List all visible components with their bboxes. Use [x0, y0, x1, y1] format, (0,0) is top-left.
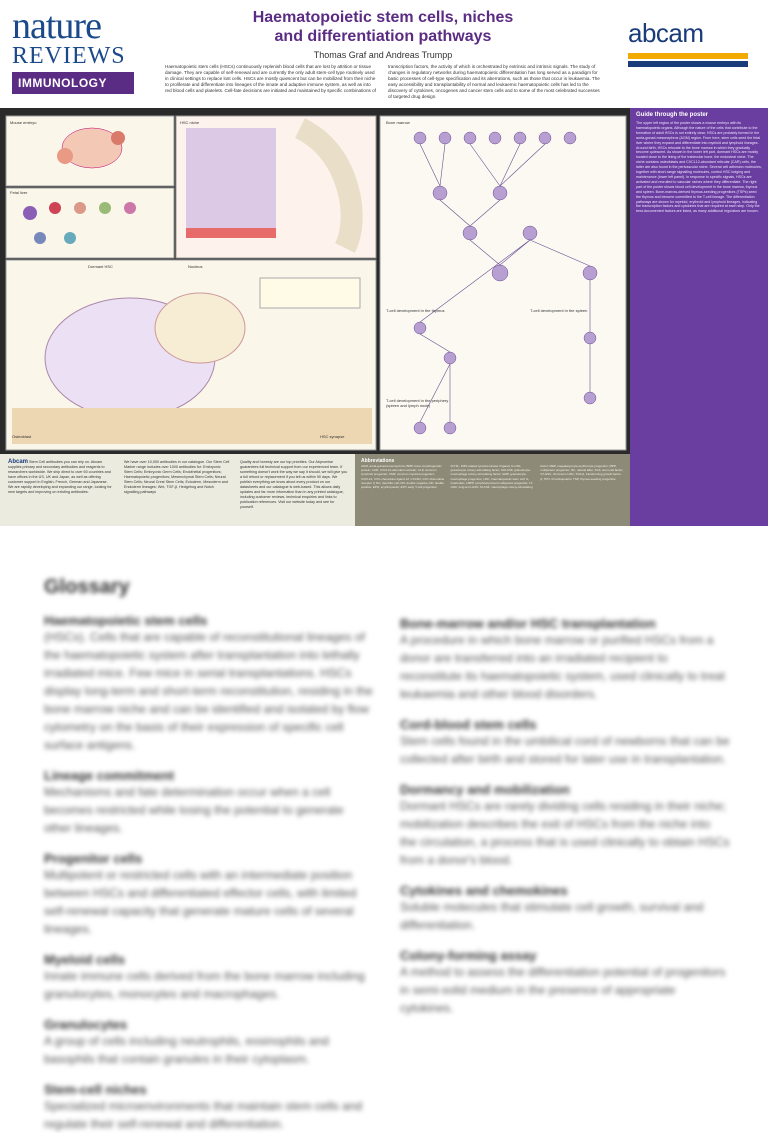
guide-text: The upper left region of the poster shows a mouse embryo with its haematopoietic organs. Although the nature of the cells that contribute to the formation of adult HSCs is not entirely clear, HSCs are probably formed in the aorta-gonad-mesonephros (AGM) region. From here, stem cells seed the fetal liver where they expand and differentiate into myeloid and lymphoid lineages. Around birth, HSCs relocate to the bone marrow in which they gradually become quiescent. As shown in the lower left part, dormant HSCs are mostly located close to the lining of the trabecular bone, the endosteal niche. The niche contains osteoblasts and CXCL12-abundant reticular (CAR) cells, the latter are also found in the perivascular niche. Several cell adhesion molecules, together with short-range signalling molecules, control HSC lodging and maintenance (lower left panel). In response to specific signals, HSCs are activated and recruited to vascular niches where they differentiate. The right part of the poster shows blood cell development in the bone marrow, thymus and spleen. Bone-marrow-derived thymus-seeding progenitors (TSPs) seed the thymus and become committed to the T-cell lineage. The differentiation pathways are shown for myeloid, erythroid and lymphoid lineages, indicating the transcription factors and cytokines that are required at each step. Only the best-documented factors are listed, as many additional regulators are known. — [636, 121, 762, 214]
glossary-definition: Multipotent or restricted cells with an intermediate position between HSCs and differentiated effector cells, with limited self-renewal capacity that generate mature cells of several lineages. — [44, 868, 357, 936]
logo-reviews: REVIEWS — [12, 43, 126, 69]
abcam-heading: Abcam — [8, 459, 29, 465]
mpp-icon — [492, 265, 508, 281]
label-hsc-synapse: HSC synapse — [320, 434, 345, 439]
abcam-logo[interactable] — [628, 18, 748, 78]
abcam-col-3: Quality and honesty are our top priorities. Our Abpromise guarantees full technical support from our experienced team. If something doesn't work the way we say it should, we will give you a full refund or replacement if you tell us within 90 days. We publish everything we know about every product on our datasheets and our catalogue is web-based. This allows daily updates and far more information than in any printed catalogue, including customer reviews, technical enquiries and links to publication references. Visit our website today and see for yourself. — [240, 460, 348, 509]
nucleus-illustration — [155, 293, 245, 363]
glossary-definition: A group of cells including neutrophils, eosinophils and basophils that contain granules in their cytoplasm. — [44, 1034, 329, 1066]
abcam-info-strip — [0, 454, 355, 526]
label-osteoblast: Osteoblast — [12, 434, 32, 439]
neutrophil-cell-icon — [74, 202, 86, 214]
logo-section: IMMUNOLOGY — [12, 72, 134, 94]
macrophage-cell-icon — [99, 202, 111, 214]
abcam-col-1 — [8, 460, 114, 495]
eosinophil-icon — [464, 132, 476, 144]
label-t-cell-periphery: T-cell development in the periphery (spleen and lymph node) — [386, 398, 449, 408]
label-fetal-liver: Fetal liver — [10, 190, 28, 195]
fetal-liver-panel — [6, 188, 174, 258]
abbreviations-text: AGM, aorta-gonad-mesonephros; BMP, bone morphogenetic protein; CAR, CXCL12-abundant reticular; CLP, common lymphoid progenitor; CMP, common myeloid progenitor; CXCL12, CXC-chemokine ligand 12; CXCR4, CXC-chemokine receptor 4; DC, dendritic cell; DN, double negative; DP, double positive; EPO, erythropoietin; ETP, early T-cell progenitor; FLT3L, FMS-related tyrosine kinase 3 ligand; G-CSF, granulocyte colony-stimulating factor; GM-CSF, granulocyte-macrophage colony-stimulating factor; GMP, granulocyte-macrophage progenitor; HSC, haematopoietic stem cell; IL, interleukin; LMPP, lymphoid-primed multipotent progenitor; LT-HSC, long-term HSC; M-CSF, macrophage colony-stimulating factor; MEP, megakaryocyte-erythrocyte progenitor; MPP, multipotent progenitor; NK, natural killer; SCF, stem-cell factor; ST-HSC, short-term HSC; TGF-β, transforming growth factor-β; TPO, thrombopoietin; TSP, thymus-seeding progenitor. — [361, 464, 624, 490]
glossary-left-column — [44, 576, 374, 1133]
phenotypes-of-hscs-box — [260, 278, 360, 308]
label-bone-marrow: Bone marrow — [386, 120, 410, 125]
dendritic-cell-icon — [564, 132, 576, 144]
intro-col-2: transcription factors, the activity of which is orchestrated by extrinsic and intrinsic signals. The study of changes in regulatory networks during haematopoietic differentiation has long served as a paradigm for basic processes of cell-type specification and its aberrations, such as those that occur in leukaemia. The easy accessibility and transplantability of normal and leukaemic haematopoietic cells has led to the discovery of cytokines, oncogenes and cancer stem cells and to some of the most celebrated successes of targeted drug design. — [388, 64, 600, 99]
abcam-stripe-gold — [628, 53, 748, 59]
gmp-icon — [493, 186, 507, 200]
dn-thymocyte-icon — [414, 322, 426, 334]
glossary-definition: Specialized microenvironments that maintain stem cells and regulate their self-renewal and differentiation. — [44, 1099, 363, 1131]
abcam-col-2: We have over 10,000 antibodies in our catalogue. Our Stem Cell Marker range includes over 1000 antibodies for: Embryonic Stem Cells; Embryonic Germ Cells; Endothelial progenitors; Haematopoietic progenitors; Mesenchymal Stem Cells; Neural Stem Cells; Neural Crest Stem Cells; Ectoderm, Mesoderm and Endoderm lineages; Wnt, TGF-β, Hedgehog and Notch signalling pathways — [124, 460, 230, 494]
cmp-icon — [463, 226, 477, 240]
glossary-term: Cytokines and chemokines — [400, 883, 568, 898]
label-t-cell-thymus: T-cell development in the thymus — [386, 308, 445, 313]
title-block — [165, 8, 601, 100]
label-t-cell-spleen: T-cell development in the spleen — [530, 308, 588, 313]
abcam-stripe-blue — [628, 61, 748, 67]
glossary-term: Progenitor cells — [44, 851, 143, 866]
label-nucleus: Nucleus — [188, 264, 203, 269]
guide-title: Guide through the poster — [636, 112, 708, 118]
glossary-term: Colony-forming assay — [400, 948, 537, 963]
haematopoiesis-diagram — [0, 108, 630, 454]
glossary-heading: Glossary — [44, 576, 130, 598]
yolk-sac-illustration — [57, 148, 73, 164]
macrophage-icon — [539, 132, 551, 144]
title-line-1: Haematopoietic stem cells, niches — [252, 9, 514, 26]
abbreviations-panel — [355, 454, 630, 526]
label-dormant-hsc: Dormant HSC — [88, 264, 113, 269]
effector-t-cell-icon — [444, 422, 456, 434]
logo-nature: nature — [12, 5, 101, 47]
abcam-col-1-text: Stem Cell antibodies you can rely on. Abcam supplies primary and secondary antibodies and reagents to researchers worldwide. We ship direct to over 60 countries and have offices in the US, UK and Japan, as well as offering customer support in English, French, German and Japanese. We are rapidly developing and expanding our range, looking for new targets and improving on existing antibodies. — [8, 460, 112, 494]
intro-col-1: Haematopoietic stem cells (HSCs) continuously replenish blood cells that are lost by attrition or tissue damage. They are capable of self-renewal and are currently the only adult stem-cell type routinely used in clinical settings to replace lost cells. HSCs are mostly quiescent but can be mobilized from their niche to proliferate and differentiate into lineages of the innate and adaptive immune system, as well as into red blood cells and platelets. Cell-fate decisions are initiated and maintained by specific combinations of — [165, 64, 376, 93]
label-mouse-embryo: Mouse embryo — [10, 120, 37, 125]
nature-reviews-logo — [12, 5, 147, 94]
glossary-definition: A method to assess the differentiation potential of progenitors in semi-solid medium in the presence of appropriate cytokines. — [400, 965, 726, 1015]
glossary-definition: (HSCs). Cells that are capable of reconstitutional lineages of the haematopoietic system after transplantation into lethally irradiated mice. Few mice in serial transplantations. HSCs display long-term and short-term reconstitution, residing in the bone marrow niche and can be identified and isolated by flow cytometry on the basis of their expression of specific cell surface antigens. — [44, 630, 373, 752]
glossary-definition: Mechanisms and fate determination occur when a cell becomes restricted while losing the potential to generate other lineages. — [44, 785, 344, 835]
placenta-illustration — [111, 131, 125, 145]
glossary-term: Lineage commitment — [44, 768, 175, 783]
b-cell-icon — [584, 332, 596, 344]
label-hsc-niche: HSC niche — [180, 120, 200, 125]
basophil-icon — [489, 132, 501, 144]
glossary-definition: Stem cells found in the umbilical cord of newborns that can be collected after birth and stored for later use in transplantation. — [400, 734, 730, 766]
glossary-term: Cord-blood stem cells — [400, 717, 537, 732]
erythrocyte-cell-icon — [49, 202, 61, 214]
authors: Thomas Graf and Andreas Trumpp — [313, 50, 453, 60]
neutrophil-icon — [514, 132, 526, 144]
glossary-term: Granulocytes — [44, 1017, 128, 1032]
plasma-cell-icon — [584, 392, 596, 404]
diagram-artwork — [0, 108, 630, 454]
mep-icon — [433, 186, 447, 200]
abbreviations-title: Abbreviations — [361, 458, 395, 464]
t-cell-icon — [64, 232, 76, 244]
osteoblast-layer — [12, 408, 372, 444]
abcam-wordmark: abcam — [628, 18, 704, 48]
glossary-term: Myeloid cells — [44, 952, 125, 967]
erythrocyte-icon — [439, 132, 451, 144]
memory-t-cell-icon — [414, 422, 426, 434]
clp-icon — [583, 266, 597, 280]
glossary-term: Bone-marrow and/or HSC transplantation — [400, 616, 656, 631]
intro-text — [165, 64, 601, 100]
title-line-2: and differentiation pathways — [274, 28, 492, 45]
blood-vessel-illustration — [186, 228, 276, 238]
glossary-term: Dormancy and mobilization — [400, 782, 570, 797]
lmpp-icon — [523, 226, 537, 240]
glossary-section — [0, 526, 768, 1131]
hsc-cell-icon — [23, 206, 37, 220]
hsc-niche-area — [186, 128, 276, 238]
glossary-term: Stem-cell niches — [44, 1082, 147, 1097]
glossary-term: Haematopoietic stem cells — [44, 613, 208, 628]
glossary-definition: Innate immune cells derived from the bone marrow including granulocytes, monocytes and macrophages. — [44, 969, 365, 1001]
megakaryocyte-cell-icon — [124, 202, 136, 214]
glossary-definition: Dormant HSCs are rarely dividing cells residing in their niche; mobilization describes the exit of HSCs from the niche into the circulation, a process that is used clinically to obtain HSCs from a donor's blood. — [400, 799, 730, 867]
poster-header — [0, 0, 768, 108]
glossary-definition: Soluble molecules that stimulate cell growth, survival and differentiation. — [400, 900, 704, 932]
poster-title — [165, 8, 601, 46]
glossary-definition: A procedure in which bone marrow or purified HSCs from a donor are transferred into an irradiated recipient to reconstitute its haematopoietic system, used clinically to treat leukaemia and other blood disorders. — [400, 633, 725, 701]
dp-thymocyte-icon — [444, 352, 456, 364]
megakaryocyte-icon — [414, 132, 426, 144]
b-cell-icon — [34, 232, 46, 244]
guide-panel — [630, 108, 768, 526]
glossary-right-column — [400, 602, 730, 1017]
